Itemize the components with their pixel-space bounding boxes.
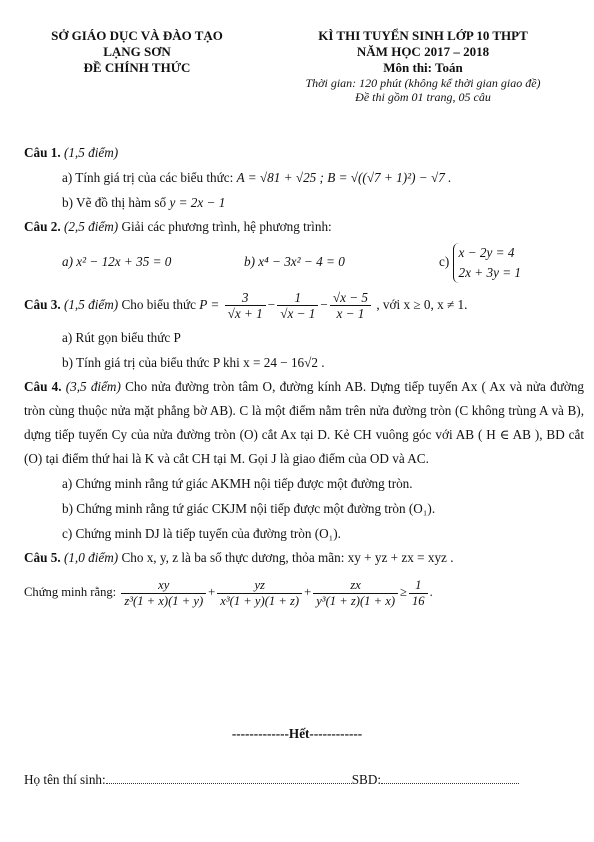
minus-sign: − <box>267 297 276 312</box>
condition: , với x ≥ 0, x ≠ 1. <box>376 297 468 312</box>
name-field[interactable] <box>106 771 352 784</box>
question-points: (3,5 điểm) <box>65 379 121 394</box>
fraction: $\frac{zx}{\text{y³(1 + z)(1 + x)}}$ <box>313 578 398 609</box>
question-points: (1,5 điểm) <box>63 145 119 160</box>
exam-subject: Môn thi: Toán <box>383 60 463 75</box>
department-name: SỞ GIÁO DỤC VÀ ĐÀO TẠO <box>51 28 223 43</box>
p-symbol: P = <box>199 297 220 312</box>
fraction: $\frac{√x - 5}{x - 1}$ <box>330 290 371 321</box>
question-text: Cho biểu thức <box>121 297 196 312</box>
q2-parts <box>24 239 584 285</box>
q2-part-c <box>439 239 521 285</box>
system-equation-1: x − 2y = 4 <box>458 244 515 260</box>
sbd-field[interactable] <box>381 771 519 784</box>
fraction: $\frac{3}{√x + 1}$ <box>225 290 266 321</box>
question-points: (1,0 điểm) <box>63 550 119 565</box>
q4-part-b: b) Chứng minh rằng tứ giác CKJM nội tiếp được một đường tròn (O₁). <box>62 501 436 516</box>
q1-part-b <box>24 190 584 215</box>
q4-part-c: c) Chứng minh DJ là tiếp tuyến của đường tròn (O₁). <box>62 526 341 541</box>
province-name: LẠNG SƠN <box>103 44 171 59</box>
exam-body <box>24 141 584 614</box>
q5-inequality <box>24 570 584 614</box>
plus-sign: + <box>208 585 216 599</box>
fraction: $\frac{1}{√x - 1}$ <box>277 290 318 321</box>
question-3 <box>24 285 584 325</box>
question-4 <box>24 375 584 471</box>
question-5 <box>24 546 584 570</box>
question-2 <box>24 215 584 239</box>
exam-year: NĂM HỌC 2017 – 2018 <box>356 44 490 59</box>
q4-part-a: a) Chứng minh rằng tứ giác AKMH nội tiếp được một đường tròn. <box>62 476 413 491</box>
q2-c-label: c) <box>439 254 450 269</box>
fraction: $\frac{yz}{\text{x³(1 + y)(1 + z)}}$ <box>217 578 302 609</box>
header-right <box>262 28 584 104</box>
question-points: (2,5 điểm) <box>63 219 119 234</box>
question-label: Câu 1. <box>24 145 61 160</box>
minus-sign: − <box>320 297 328 312</box>
question-label: Câu 4. <box>24 379 62 394</box>
official-label: ĐỀ CHÍNH THỨC <box>83 60 191 75</box>
question-label: Câu 3. <box>24 297 61 312</box>
name-label: Họ tên thí sinh: <box>24 772 106 787</box>
question-points: (1,5 điểm) <box>63 297 119 312</box>
q1-a-text: a) Tính giá trị của các biểu thức: <box>62 170 234 185</box>
signature-line <box>24 771 584 788</box>
system-equation-2: 2x + 3y = 1 <box>458 264 522 280</box>
fraction: $\frac{1}{16}$ <box>409 578 428 609</box>
plus-sign: + <box>304 585 312 599</box>
q3-part-a: a) Rút gọn biểu thức P <box>62 330 181 345</box>
q1-a-expression: A = √81 + √25 ; B = √((√7 + 1)²) − √7 . <box>236 170 452 185</box>
header-left <box>12 28 262 76</box>
q3-part-b: b) Tính giá trị của biểu thức P khi x = 24 − 16√2 . <box>62 355 325 370</box>
q1-b-text: b) Vẽ đồ thị hàm số <box>62 195 167 210</box>
question-1 <box>24 141 584 165</box>
q1-b-expression: y = 2x − 1 <box>169 195 226 210</box>
geq-sign: ≥ <box>400 585 407 599</box>
question-text: Cho x, y, z là ba số thực dương, thỏa mãn: xy + yz + zx = xyz . <box>121 550 454 565</box>
prove-label: Chứng minh rằng: <box>24 585 117 599</box>
sbd-label: SBD: <box>351 772 382 787</box>
q1-part-a <box>24 165 584 190</box>
question-text: Giải các phương trình, hệ phương trình: <box>121 219 332 234</box>
equation-system <box>453 243 521 283</box>
question-label: Câu 2. <box>24 219 61 234</box>
exam-title: KÌ THI TUYỂN SINH LỚP 10 THPT <box>318 28 528 43</box>
end-marker: -------------Hết------------ <box>231 726 363 741</box>
period: . <box>429 585 433 599</box>
q2-part-a: a) x² − 12x + 35 = 0 <box>62 254 172 269</box>
question-label: Câu 5. <box>24 550 61 565</box>
q2-part-b: b) x⁴ − 3x² − 4 = 0 <box>244 254 345 269</box>
exam-time: Thời gian: 120 phút (không kể thời gian giao đề) <box>305 76 541 90</box>
fraction: $\frac{xy}{\text{z³(1 + x)(1 + y)}}$ <box>121 578 206 609</box>
exam-pages: Đề thi gồm 01 trang, 05 câu <box>355 90 491 104</box>
question-text: Cho nửa đường tròn tâm O, đường kính AB. Dựng tiếp tuyến Ax ( Ax và nửa đường tròn cùng thuộc nửa mặt phẳng bờ AB). C là một điểm nằm trên nửa đường tròn (C không trùng A và B), dựng tiếp tuyến Cy của nửa đường tròn (O) cắt Ax tại D. Kẻ CH vuông góc với AB ( H ∈ AB ), BD cắt (O) tại điểm thứ hai là K và cắt CH tại M. Gọi J là giao điểm của OD và AC. <box>24 379 585 466</box>
